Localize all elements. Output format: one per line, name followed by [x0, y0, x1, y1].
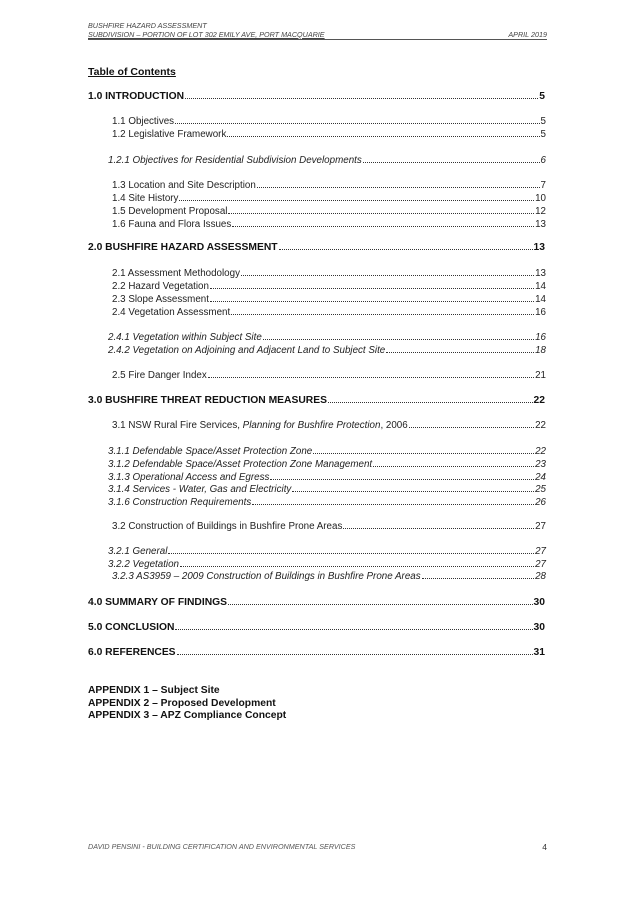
toc-entry-label: 1.5 Development Proposal — [112, 206, 228, 217]
toc-entry-3-0[interactable] — [88, 395, 545, 406]
toc-entry-2-2[interactable] — [112, 281, 546, 292]
toc-leader — [270, 478, 534, 480]
toc-entry-label: 3.1.6 Construction Requirements — [108, 497, 252, 508]
toc-entry-label: 1.0 INTRODUCTION — [88, 91, 185, 102]
toc-entry-page: 5 — [539, 91, 545, 102]
toc-entry-label: 1.3 Location and Site Description — [112, 180, 256, 191]
toc-leader — [373, 465, 534, 467]
toc-leader — [177, 653, 533, 655]
toc-entry-label: 3.1.2 Defendable Space/Asset Protection Zone Management — [108, 459, 373, 470]
appendix-list — [88, 685, 286, 723]
toc-entry-label: 3.2.1 General — [108, 546, 168, 557]
toc-leader — [257, 186, 540, 188]
toc-entry-6-0[interactable] — [88, 647, 545, 658]
toc-entry-3-1-6[interactable] — [108, 497, 546, 508]
toc-entry-1-0[interactable] — [88, 91, 545, 102]
toc-entry-page: 23 — [535, 459, 546, 470]
toc-entry-2-0[interactable] — [88, 242, 545, 253]
toc-entry-page: 31 — [533, 647, 545, 658]
toc-entry-label: 1.2 Legislative Framework — [112, 129, 227, 140]
toc-entry-label: 2.4.1 Vegetation within Subject Site — [108, 332, 262, 343]
toc-entry-page: 10 — [535, 193, 546, 204]
toc-leader — [210, 300, 534, 302]
toc-entry-label: 2.2 Hazard Vegetation — [112, 281, 209, 292]
toc-entry-page: 27 — [535, 521, 546, 532]
toc-entry-page: 14 — [535, 294, 546, 305]
toc-entry-label — [112, 420, 408, 431]
toc-entry-label: 2.3 Slope Assessment — [112, 294, 209, 305]
toc-entry-page: 22 — [535, 420, 546, 431]
appendix-item[interactable]: APPENDIX 3 – APZ Compliance Concept — [88, 710, 287, 722]
toc-entry-page: 21 — [535, 370, 546, 381]
toc-entry-3-1-4[interactable] — [108, 484, 546, 495]
toc-entry-1-5[interactable] — [112, 206, 546, 217]
toc-entry-page: 30 — [533, 622, 545, 633]
toc-entry-3-1-3[interactable] — [108, 472, 546, 483]
toc-entry-page: 25 — [535, 484, 546, 495]
toc-entry-2-4-1[interactable] — [108, 332, 546, 343]
toc-title: Table of Contents — [88, 66, 176, 78]
toc-entry-1-2[interactable] — [112, 129, 546, 140]
toc-entry-3-2-1[interactable] — [108, 546, 546, 557]
toc-leader — [228, 603, 533, 605]
header-subtitle-row — [88, 31, 547, 41]
toc-entry-1-2-1[interactable] — [108, 155, 546, 166]
toc-leader — [168, 552, 534, 554]
toc-entry-1-4[interactable] — [112, 193, 546, 204]
toc-leader — [228, 212, 534, 214]
toc-entry-1-6[interactable] — [112, 219, 546, 230]
toc-entry-3-2-2[interactable] — [108, 559, 546, 570]
toc-entry-page: 13 — [535, 219, 546, 230]
toc-leader — [386, 351, 534, 353]
page-footer — [88, 842, 547, 852]
toc-entry-label: 2.4 Vegetation Assessment — [112, 307, 231, 318]
toc-leader — [179, 199, 534, 201]
toc-entry-page: 26 — [535, 497, 546, 508]
toc-leader — [313, 452, 534, 454]
toc-leader — [227, 135, 539, 137]
toc-entry-page: 13 — [533, 242, 545, 253]
toc-entry-page: 13 — [535, 268, 546, 279]
toc-leader — [208, 376, 534, 378]
header-title: BUSHFIRE HAZARD ASSESSMENT — [88, 21, 207, 30]
toc-entry-label: 1.2.1 Objectives for Residential Subdivision Developments — [108, 155, 362, 166]
toc-leader — [210, 287, 534, 289]
toc-entry-label: 5.0 CONCLUSION — [88, 622, 175, 633]
toc-entry-page: 16 — [535, 307, 546, 318]
toc-entry-label-prefix: 3.1 NSW Rural Fire Services, — [112, 420, 243, 431]
toc-entry-label: 2.0 BUSHFIRE HAZARD ASSESSMENT — [88, 242, 278, 253]
toc-entry-label: 3.1.4 Services - Water, Gas and Electricity — [108, 484, 292, 495]
toc-entry-page: 7 — [540, 180, 546, 191]
toc-entry-label: 3.2.3 AS3959 – 2009 Construction of Buildings in Bushfire Prone Areas — [112, 571, 421, 582]
toc-leader — [263, 338, 534, 340]
toc-entry-label: 3.2 Construction of Buildings in Bushfire Prone Areas — [112, 521, 343, 532]
toc-entry-label: 1.4 Site History — [112, 193, 179, 204]
toc-leader — [175, 628, 532, 630]
page-number: 4 — [542, 842, 547, 852]
toc-entry-4-0[interactable] — [88, 597, 545, 608]
toc-entry-label: 1.6 Fauna and Flora Issues — [112, 219, 232, 230]
header-subtitle: SUBDIVISION – PORTION OF LOT 302 EMILY AVE, PORT MACQUARIE — [88, 29, 325, 39]
toc-leader — [409, 426, 534, 428]
toc-entry-1-1[interactable] — [112, 116, 546, 127]
toc-entry-page: 16 — [535, 332, 546, 343]
toc-entry-page: 5 — [540, 116, 546, 127]
toc-leader — [232, 225, 534, 227]
toc-leader — [363, 161, 540, 163]
toc-entry-5-0[interactable] — [88, 622, 545, 633]
toc-entry-page: 22 — [535, 446, 546, 457]
toc-leader — [231, 313, 534, 315]
toc-entry-page: 28 — [535, 571, 546, 582]
toc-entry-page: 5 — [540, 129, 546, 140]
toc-entry-label: 3.1.1 Defendable Space/Asset Protection Zone — [108, 446, 313, 457]
toc-entry-3-2-3[interactable] — [112, 571, 546, 582]
toc-entry-label: 4.0 SUMMARY OF FINDINGS — [88, 597, 228, 608]
toc-leader — [185, 97, 538, 99]
toc-leader — [422, 577, 534, 579]
footer-company: DAVID PENSINI - BUILDING CERTIFICATION AND ENVIRONMENTAL SERVICES — [88, 842, 356, 851]
toc-entry-page: 6 — [540, 155, 546, 166]
toc-leader — [252, 503, 534, 505]
header-date: APRIL 2019 — [508, 29, 547, 39]
toc-entry-page: 27 — [535, 546, 546, 557]
toc-entry-label: 3.0 BUSHFIRE THREAT REDUCTION MEASURES — [88, 395, 327, 406]
toc-entry-3-1-1[interactable] — [108, 446, 546, 457]
toc-leader — [279, 248, 533, 250]
toc-entry-label-italic: Planning for Bushfire Protection — [242, 420, 381, 431]
toc-entry-page: 30 — [533, 597, 545, 608]
toc-entry-label: 3.2.2 Vegetation — [108, 559, 179, 570]
toc-entry-page: 18 — [535, 345, 546, 356]
toc-leader — [292, 490, 534, 492]
toc-entry-page: 24 — [535, 472, 546, 483]
toc-entry-1-3[interactable] — [112, 180, 546, 191]
toc-leader — [343, 527, 534, 529]
toc-entry-label: 1.1 Objectives — [112, 116, 175, 127]
toc-entry-2-5[interactable] — [112, 370, 546, 381]
toc-entry-label: 2.4.2 Vegetation on Adjoining and Adjacent Land to Subject Site — [108, 345, 386, 356]
toc-leader — [241, 274, 534, 276]
toc-entry-label: 3.1.3 Operational Access and Egress — [108, 472, 270, 483]
appendix-item[interactable]: APPENDIX 1 – Subject Site — [88, 685, 220, 696]
toc-entry-2-4[interactable] — [112, 307, 546, 318]
toc-entry-page: 27 — [535, 559, 546, 570]
toc-entry-2-1[interactable] — [112, 268, 546, 279]
toc-leader — [175, 122, 539, 124]
toc-entry-label: 2.1 Assessment Methodology — [112, 268, 240, 279]
page-header — [88, 22, 547, 40]
toc-leader — [328, 401, 533, 403]
toc-entry-label: 2.5 Fire Danger Index — [112, 370, 207, 381]
toc-entry-label-suffix: , 2006 — [380, 420, 408, 431]
toc-entry-label: 6.0 REFERENCES — [88, 647, 176, 658]
toc-entry-3-1[interactable] — [112, 420, 546, 431]
toc-entry-3-1-2[interactable] — [108, 459, 546, 470]
toc-entry-2-3[interactable] — [112, 294, 546, 305]
toc-entry-2-4-2[interactable] — [108, 345, 546, 356]
appendix-item[interactable]: APPENDIX 2 – Proposed Development — [88, 697, 276, 709]
toc-entry-page: 14 — [535, 281, 546, 292]
toc-entry-3-2[interactable] — [112, 521, 546, 532]
toc-entry-page: 12 — [535, 206, 546, 217]
toc-entry-page: 22 — [533, 395, 545, 406]
toc-leader — [180, 565, 534, 567]
